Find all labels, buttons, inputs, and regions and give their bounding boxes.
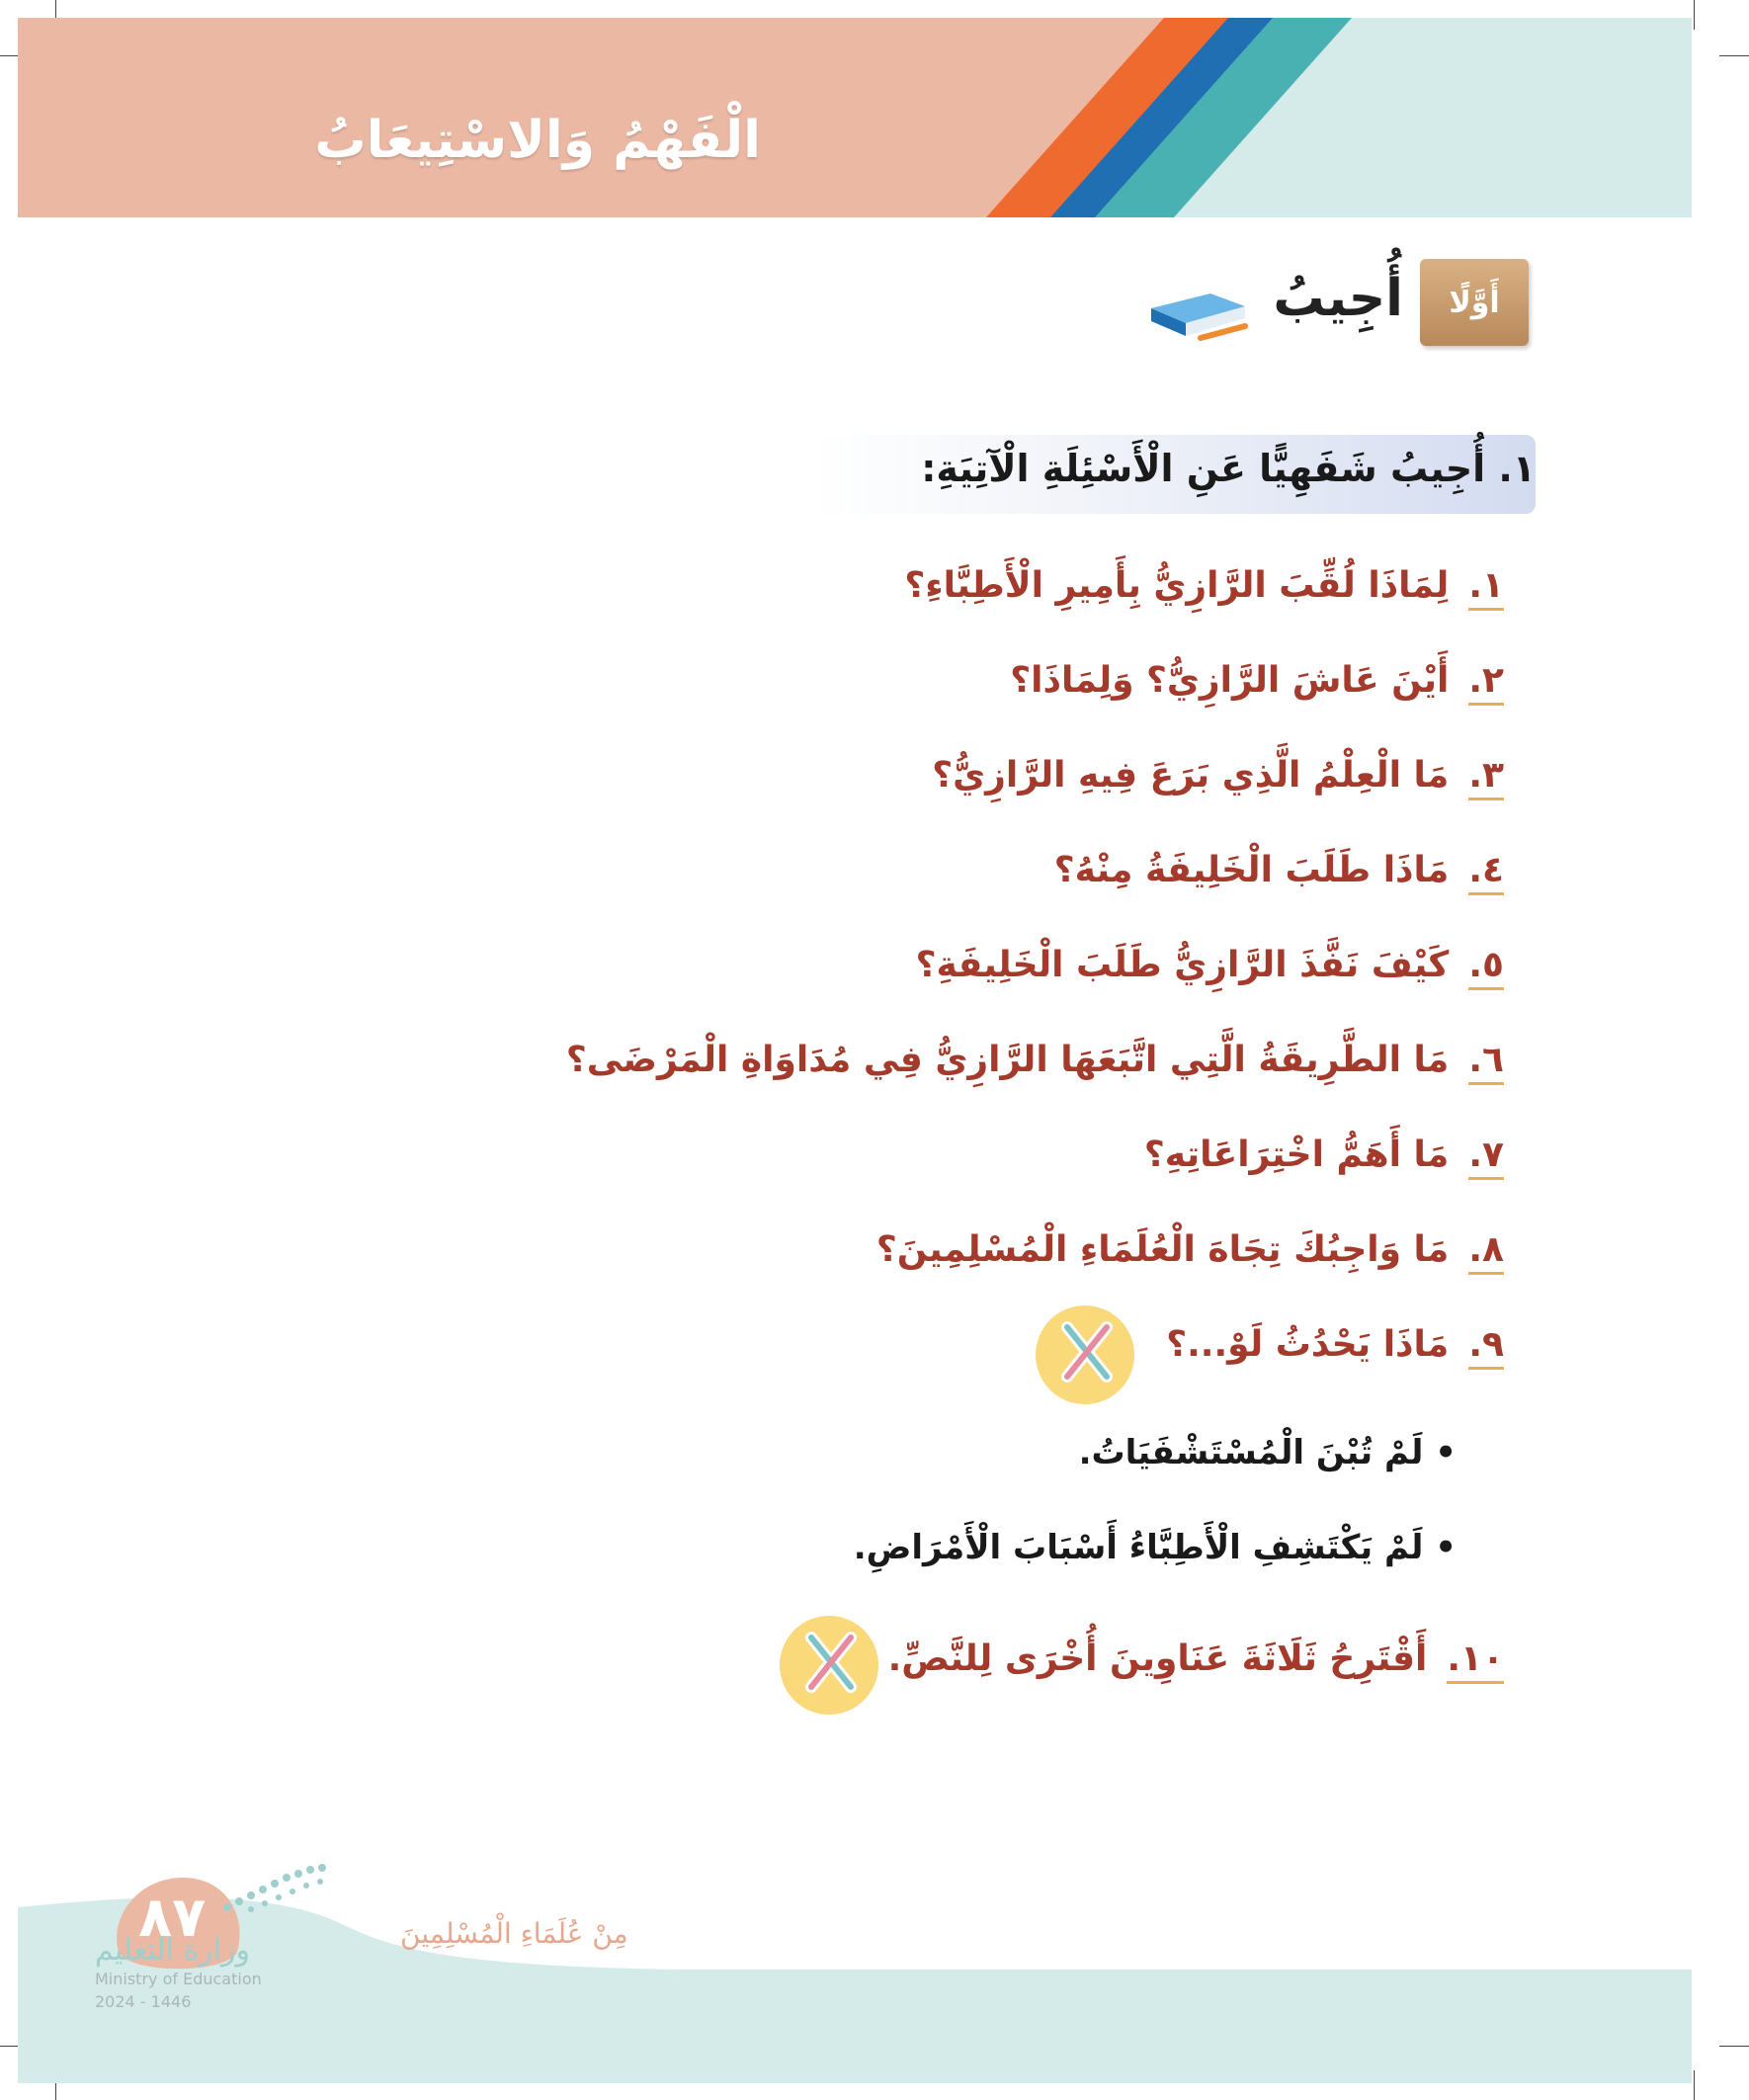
question-8 (876, 1229, 1504, 1275)
question-10 (888, 1638, 1504, 1684)
question-text: مَا الطَّرِيقَةُ الَّتِي اتَّبَعَهَا الرَّازِيُّ فِي مُدَاوَاةِ الْمَرْضَى؟ (565, 1040, 1450, 1080)
question-number: ٢. (1468, 660, 1504, 706)
ministry-name-english: Ministry of Education (95, 1970, 262, 1988)
footer-band (18, 1970, 1692, 2083)
question-number: ١٠. (1447, 1638, 1504, 1684)
section-badge: أَوَّلًا (1420, 259, 1529, 346)
question-number: ٩. (1468, 1324, 1504, 1370)
question-text: أَيْنَ عَاشَ الرَّازِيُّ؟ وَلِمَاذَا؟ (1010, 660, 1450, 701)
question-text: مَاذَا يَحْدُثُ لَوْ...؟ (1166, 1324, 1450, 1365)
question-number: ٥. (1468, 945, 1504, 990)
question-6 (566, 1040, 1504, 1085)
crop-mark (1694, 0, 1695, 30)
crop-mark (1694, 2070, 1695, 2100)
page-header-band (18, 18, 1692, 217)
question-5 (916, 945, 1504, 990)
question-number: ٦. (1468, 1040, 1504, 1085)
section-title: أُجِيبُ (1273, 269, 1403, 328)
question-text: مَا الْعِلْمُ الَّذِي بَرَعَ فِيهِ الرَّازِيُّ؟ (932, 755, 1450, 796)
question-text: مَا وَاجِبُكَ تِجَاهَ الْعُلَمَاءِ الْمُسْلِمِينَ؟ (875, 1229, 1450, 1270)
ministry-year: 2024 - 1446 (95, 1992, 192, 2011)
pen-and-brush-icon (1033, 1302, 1137, 1407)
question-text: لِمَاذَا لُقِّبَ الرَّازِيُّ بِأَمِيرِ الْأَطِبَّاءِ؟ (904, 565, 1450, 606)
bullet-item: • لَمْ يَكْتَشِفِ الْأَطِبَّاءُ أَسْبَابَ الْأَمْرَاضِ. (854, 1528, 1457, 1567)
question-text: أَقْتَرِحُ ثَلَاثَةَ عَنَاوِينَ أُخْرَى لِلنَّصِّ. (887, 1638, 1428, 1679)
page-title: الْفَهْمُ وَالاسْتِيعَابُ (314, 111, 761, 170)
question-1 (904, 565, 1504, 611)
header-stripes (18, 18, 1692, 217)
bullet-item: • لَمْ تُبْنَ الْمُسْتَشْفَيَاتُ. (1079, 1433, 1457, 1472)
question-3 (932, 755, 1504, 800)
unit-title: مِنْ عُلَمَاءِ الْمُسْلِمِينَ (400, 1917, 628, 1950)
question-text: مَاذَا طَلَبَ الْخَلِيفَةُ مِنْهُ؟ (1053, 850, 1450, 890)
question-2 (1010, 660, 1504, 706)
question-number: ٧. (1468, 1134, 1504, 1180)
question-9 (1166, 1324, 1504, 1370)
crop-mark (1719, 55, 1749, 56)
question-text: كَيْفَ نَفَّذَ الرَّازِيُّ طَلَبَ الْخَلِيفَةِ؟ (915, 945, 1450, 985)
page-number: ٨٧ (138, 1886, 207, 1950)
crop-mark (1719, 2046, 1749, 2047)
ministry-name-arabic: وزارة التعليم (95, 1933, 251, 1968)
question-4 (1054, 850, 1504, 895)
ministry-logo-dots-icon (208, 1858, 356, 1927)
instruction-text: ١. أُجِيبُ شَفَهِيًّا عَنِ الْأَسْئِلَةِ الْآتِيَةِ: (921, 447, 1536, 490)
question-number: ٣. (1468, 755, 1504, 800)
question-text: مَا أَهَمُّ اخْتِرَاعَاتِهِ؟ (1143, 1134, 1450, 1175)
pen-and-brush-icon (777, 1613, 881, 1718)
question-7 (1144, 1134, 1504, 1180)
question-number: ٨. (1468, 1229, 1504, 1275)
question-number: ١. (1468, 565, 1504, 611)
book-and-pencil-icon (1141, 289, 1250, 343)
question-number: ٤. (1468, 850, 1504, 895)
